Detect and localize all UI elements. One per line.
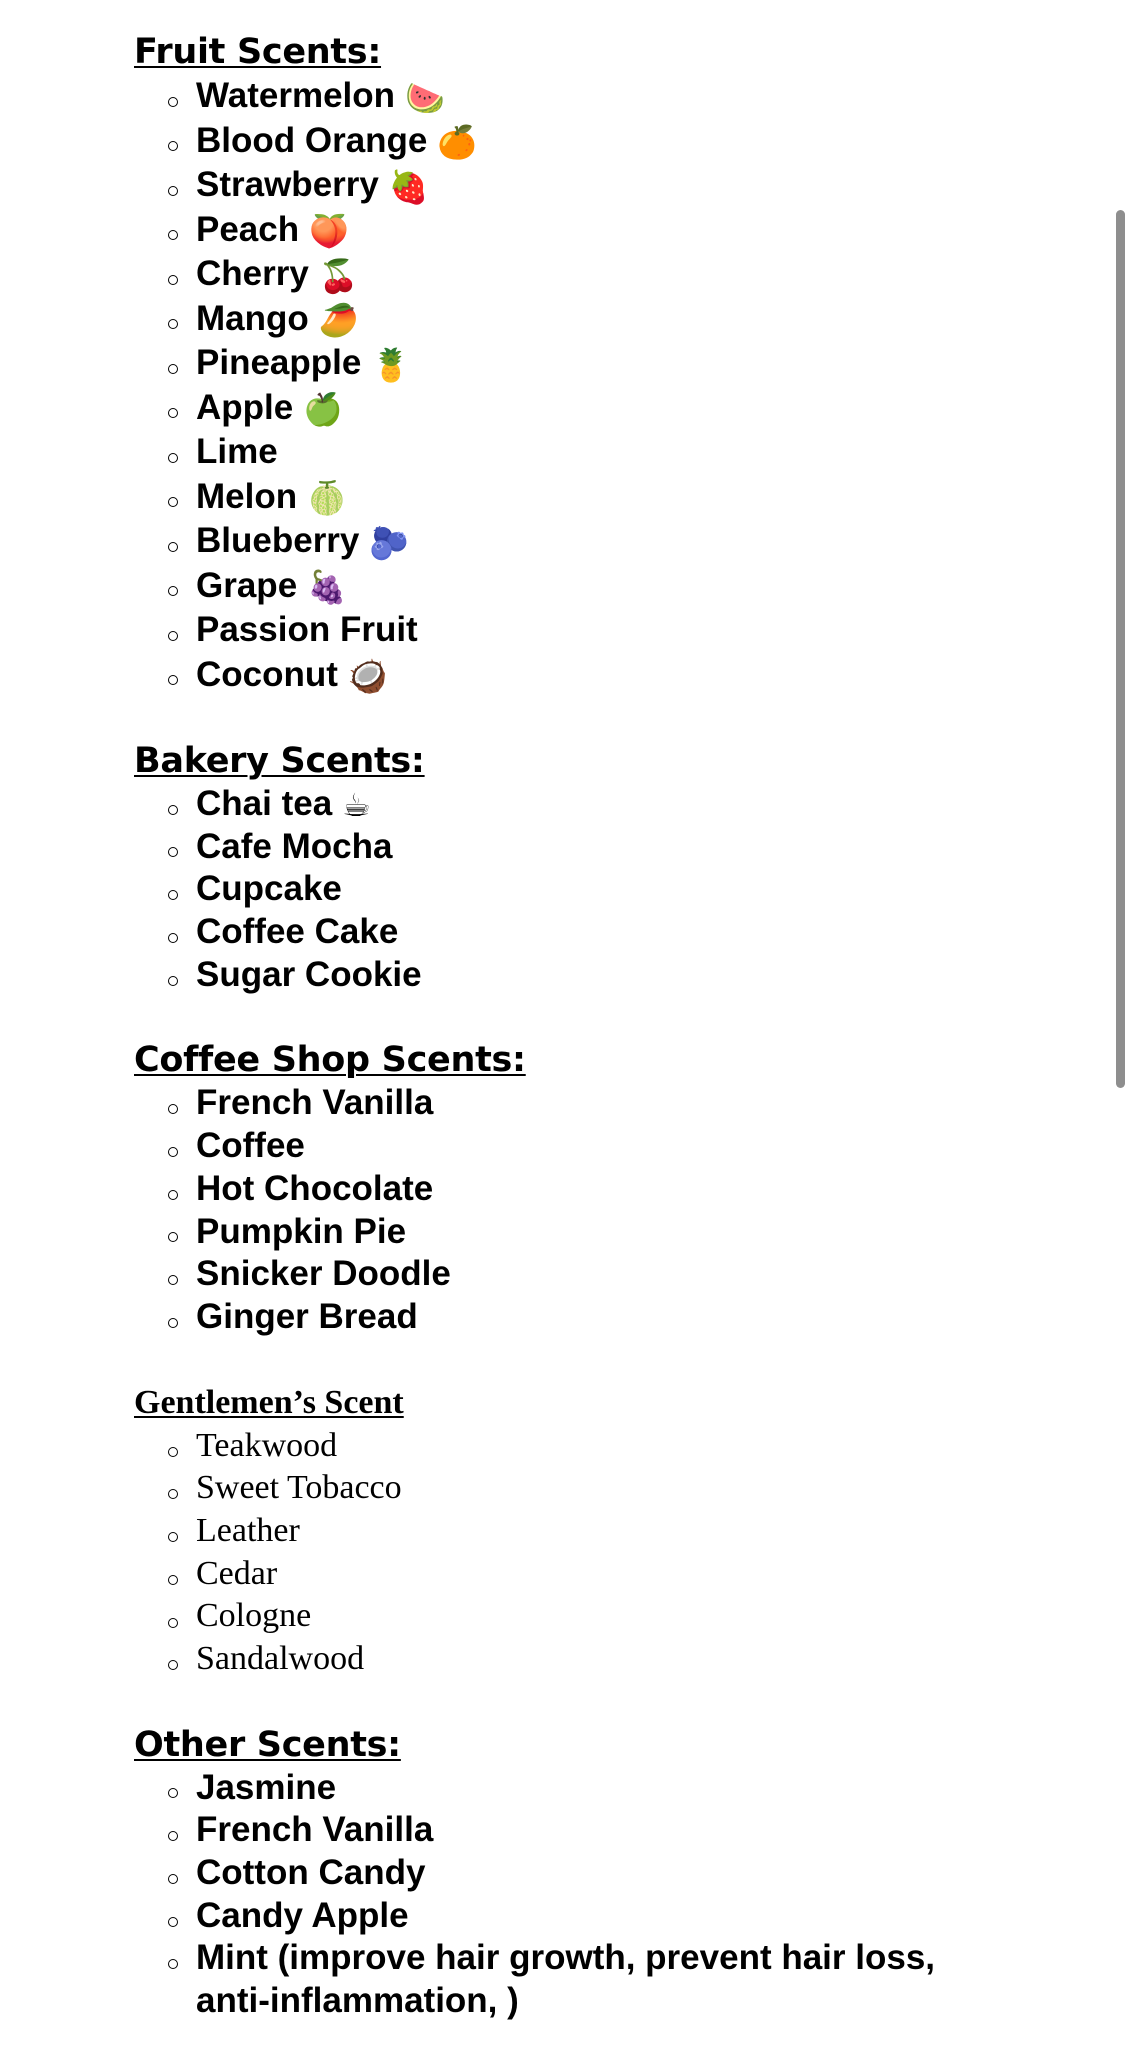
item-label: Snicker Doodle <box>196 1254 451 1294</box>
item-label: Cafe Mocha <box>196 826 393 866</box>
bullet-icon <box>168 1275 178 1285</box>
bullet-icon <box>168 1232 178 1242</box>
item-label: Candy Apple <box>196 1895 409 1935</box>
list-item <box>168 1852 1094 1895</box>
grape-emoji-icon: 🍇 <box>307 568 347 606</box>
list-item <box>168 1895 1094 1938</box>
bullet-icon <box>168 1660 178 1670</box>
section-heading-gentlemens: Gentlemen’s Scent <box>134 1383 404 1421</box>
item-label: Watermelon <box>196 76 396 115</box>
item-label: Mango <box>196 298 309 338</box>
bullet-icon <box>168 1917 178 1927</box>
list-item <box>168 911 1094 954</box>
section-heading-coffee-shop: Coffee Shop Scents: <box>134 1040 526 1081</box>
list-item <box>168 297 1094 342</box>
list-item <box>168 653 1094 698</box>
item-label: Coconut <box>196 654 338 694</box>
bullet-icon <box>168 631 178 641</box>
item-label: Sandalwood <box>196 1640 365 1677</box>
list-item <box>168 783 1094 826</box>
list-item <box>168 826 1094 869</box>
coffee-shop-list <box>134 1082 1094 1338</box>
vertical-scrollbar[interactable] <box>1116 210 1125 1088</box>
bullet-icon <box>168 408 178 418</box>
bullet-icon <box>168 1788 178 1798</box>
list-item <box>168 386 1094 431</box>
list-item <box>168 1425 1094 1468</box>
section-heading-fruit: Fruit Scents: <box>134 32 382 72</box>
bullet-icon <box>168 1447 178 1457</box>
bullet-icon <box>168 976 178 986</box>
bullet-icon <box>168 805 178 815</box>
strawberry-emoji-icon: 🍓 <box>388 167 429 206</box>
list-item <box>168 74 1094 119</box>
bullet-icon <box>168 1959 178 1969</box>
bullet-icon <box>168 1147 178 1157</box>
list-item <box>168 868 1094 911</box>
peach-emoji-icon: 🍑 <box>309 212 349 250</box>
item-label: French Vanilla <box>196 1810 434 1850</box>
list-item <box>168 1168 1094 1211</box>
green-apple-emoji-icon: 🍏 <box>303 390 344 428</box>
list-item <box>168 519 1094 564</box>
section-gentlemens-scent <box>134 1381 1094 1681</box>
list-item <box>168 1125 1094 1168</box>
item-label: Blood Orange <box>196 120 428 160</box>
coconut-emoji-icon: 🥥 <box>347 657 388 695</box>
item-label: Pumpkin Pie <box>196 1211 407 1251</box>
item-label: Sugar Cookie <box>196 954 422 994</box>
bullet-icon <box>168 1874 178 1884</box>
item-label: Cedar <box>196 1554 278 1592</box>
bullet-icon <box>168 586 178 596</box>
list-item <box>168 208 1094 253</box>
item-label: Passion Fruit <box>196 610 418 649</box>
bullet-icon <box>168 186 178 196</box>
bullet-icon <box>168 1831 178 1841</box>
list-item <box>168 1253 1094 1296</box>
list-item <box>168 1082 1094 1125</box>
section-fruit-scents <box>134 30 1094 697</box>
item-label: Melon <box>196 476 298 516</box>
gentlemens-list <box>134 1425 1094 1681</box>
item-label: Teakwood <box>196 1426 338 1464</box>
mint-text <box>196 1937 976 2022</box>
bullet-icon <box>168 230 178 240</box>
pineapple-emoji-icon: 🍍 <box>371 345 412 384</box>
item-label: Strawberry <box>196 165 379 204</box>
item-label: Coffee <box>196 1126 305 1166</box>
item-label: Sweet Tobacco <box>196 1469 402 1507</box>
section-coffee-shop-scents <box>134 1038 1094 1338</box>
item-label: French Vanilla <box>196 1083 434 1123</box>
list-item <box>168 341 1094 386</box>
fruit-list <box>134 74 1094 697</box>
bullet-icon <box>168 542 178 552</box>
hot-beverage-emoji-icon: ☕ <box>342 786 371 825</box>
list-item <box>168 252 1094 297</box>
bullet-icon <box>168 275 178 285</box>
bullet-icon <box>168 319 178 329</box>
bullet-icon <box>168 1575 178 1585</box>
orange-emoji-icon: 🍊 <box>437 123 478 161</box>
list-item <box>168 564 1094 609</box>
item-label: Cotton Candy <box>196 1853 426 1893</box>
list-item <box>168 1211 1094 1254</box>
bullet-icon <box>168 1489 178 1499</box>
list-item <box>168 1296 1094 1339</box>
list-item <box>168 608 1094 653</box>
list-item <box>168 163 1094 208</box>
bullet-icon <box>168 453 178 463</box>
mint-note: (improve hair growth, prevent hair loss, anti-inflammation, ) <box>196 1938 936 2021</box>
bullet-icon <box>168 97 178 107</box>
mint-label: Mint <box>196 1938 268 1978</box>
section-bakery-scents <box>134 739 1094 996</box>
list-item <box>168 119 1094 164</box>
item-label: Jasmine <box>196 1767 337 1807</box>
item-label: Cupcake <box>196 869 342 909</box>
item-label: Lime <box>196 432 278 471</box>
item-label: Blueberry <box>196 521 360 560</box>
other-list <box>134 1767 1094 2023</box>
item-label: Cherry <box>196 254 309 293</box>
item-label: Pineapple <box>196 343 362 382</box>
bullet-icon <box>168 847 178 857</box>
item-label: Cologne <box>196 1597 312 1635</box>
list-item <box>168 1553 1094 1596</box>
bullet-icon <box>168 1104 178 1114</box>
list-item <box>168 1638 1094 1681</box>
item-label: Chai tea <box>196 784 333 823</box>
document-body <box>134 30 1094 2065</box>
item-label: Ginger Bread <box>196 1296 418 1336</box>
list-item-mint <box>168 1937 1094 2022</box>
bullet-icon <box>168 1532 178 1542</box>
list-item <box>168 1809 1094 1852</box>
item-label: Apple <box>196 387 294 427</box>
bullet-icon <box>168 364 178 374</box>
bakery-list <box>134 783 1094 996</box>
item-label: Coffee Cake <box>196 912 399 952</box>
item-label: Hot Chocolate <box>196 1168 434 1208</box>
list-item <box>168 1467 1094 1510</box>
bullet-icon <box>168 890 178 900</box>
mango-emoji-icon: 🥭 <box>318 301 359 339</box>
list-item <box>168 1767 1094 1810</box>
section-heading-other: Other Scents: <box>134 1724 401 1765</box>
bullet-icon <box>168 497 178 507</box>
bullet-icon <box>168 675 178 685</box>
item-label: Grape <box>196 565 298 605</box>
cherry-emoji-icon: 🍒 <box>318 256 359 295</box>
bullet-icon <box>168 1318 178 1328</box>
item-label: Peach <box>196 209 300 249</box>
list-item <box>168 475 1094 520</box>
blueberry-emoji-icon: 🫐 <box>369 523 410 562</box>
melon-emoji-icon: 🍈 <box>307 479 347 517</box>
list-item <box>168 954 1094 997</box>
bullet-icon <box>168 1190 178 1200</box>
list-item <box>168 430 1094 475</box>
section-other-scents <box>134 1723 1094 2023</box>
bullet-icon <box>168 1618 178 1628</box>
watermelon-emoji-icon: 🍉 <box>405 78 445 117</box>
section-heading-bakery: Bakery Scents: <box>134 741 425 781</box>
list-item <box>168 1510 1094 1553</box>
bullet-icon <box>168 933 178 943</box>
list-item <box>168 1595 1094 1638</box>
item-label: Leather <box>196 1511 300 1549</box>
bullet-icon <box>168 141 178 151</box>
